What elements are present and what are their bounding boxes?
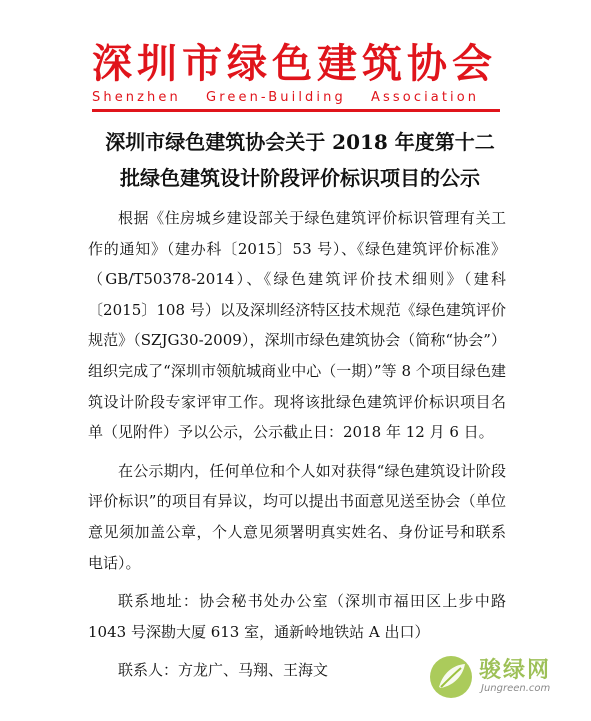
paragraph-objection: 在公示期内，任何单位和个人如对获得“绿色建筑设计阶段评价标识”的项目有异议，均可以提出书面意见送至协会（单位意见须加盖公章，个人意见须署明真实姓名、身份证号和联系电话）。 <box>88 461 506 572</box>
document-title-line-2: 批绿色建筑设计阶段评价标识项目的公示 <box>120 166 480 190</box>
paragraph-contact-persons: 联系人：方龙广、马翔、王海文 <box>118 661 329 680</box>
letterhead <box>92 40 512 112</box>
leaf-logo-icon <box>427 653 475 701</box>
document-body <box>88 203 506 694</box>
paragraph-basis: 根据《住房城乡建设部关于绿色建筑评价标识管理有关工作的通知》（建办科〔2015〕53 号）、《绿色建筑评价标准》（GB/T50378-2014）、《绿色建筑评价技术细则》（建科〔2015〕108 号）以及深圳经济特区技术规范《绿色建筑评价规范》（SZJG30-2009），深圳市绿色建筑协会（简称“协会”）组织完成了“深圳市领航城商业中心（一期）”等 8 个项目绿色建筑设计阶段专家评审工作。现将该批绿色建筑评价标识项目名单（见附件）予以公示，公示截止日：2018 年 12 月 6 日。 <box>88 209 506 442</box>
org-name-en: Shenzhen Green-Building Association <box>92 90 500 112</box>
paragraph-contact-address: 联系地址：协会秘书处办公室（深圳市福田区上步中路 1043 号深勘大厦 613 室，通新岭地铁站 A 出口） <box>88 592 506 641</box>
site-watermark <box>427 651 577 709</box>
org-name-cn: 深圳市绿色建筑协会 <box>92 41 497 87</box>
watermark-site-name: 骏绿网 <box>479 658 552 683</box>
watermark-site-url: Jungreen.com <box>481 683 551 694</box>
document-title <box>60 124 540 196</box>
document-title-line-1: 深圳市绿色建筑协会关于 2018 年度第十二 <box>105 130 495 154</box>
